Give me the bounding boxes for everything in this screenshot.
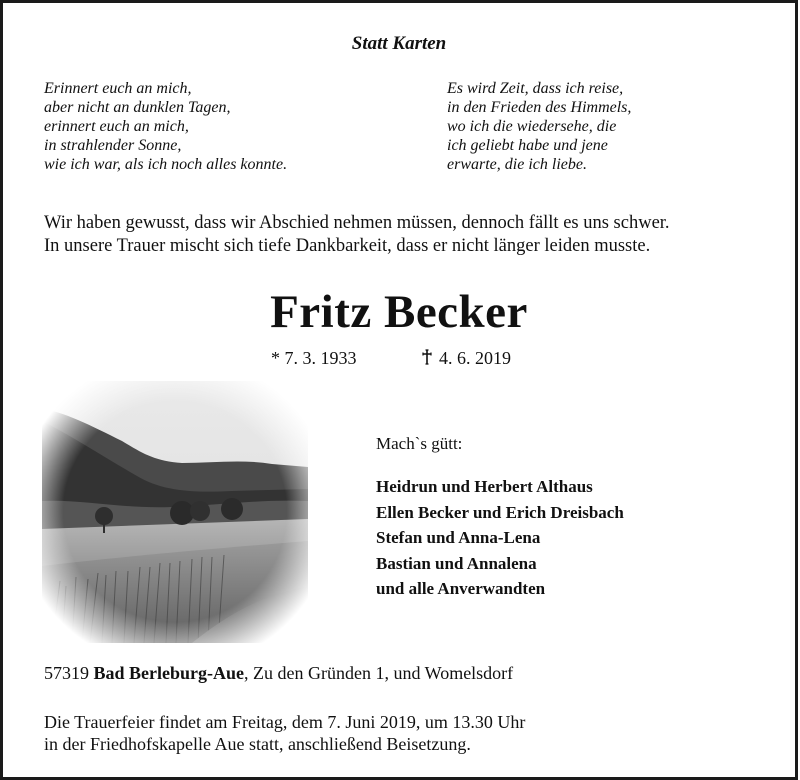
poem-left xyxy=(44,79,287,174)
mourner: Ellen Becker und Erich Dreisbach xyxy=(376,502,624,522)
landscape-photo xyxy=(42,381,308,643)
birth-date: * 7. 3. 1933 xyxy=(271,348,357,368)
address xyxy=(44,663,513,684)
poem-line: in den Frieden des Himmels, xyxy=(447,99,632,116)
mourners-list xyxy=(376,474,624,602)
cross-icon xyxy=(421,349,433,365)
death-date: 4. 6. 2019 xyxy=(439,348,511,368)
poem-line: aber nicht an dunklen Tagen, xyxy=(44,99,231,116)
postal-code: 57319 xyxy=(44,663,89,683)
poem-line: wie ich war, als ich noch alles konnte. xyxy=(44,156,288,173)
poem-line: Es wird Zeit, dass ich reise, xyxy=(447,80,624,97)
intro-line: In unsere Trauer mischt sich tiefe Dankbarkeit, dass er nicht länger leiden musste. xyxy=(44,236,651,256)
poem-line: ich geliebt habe und jene xyxy=(447,137,608,154)
town: Bad Berleburg-Aue xyxy=(93,663,244,683)
deceased-name: Fritz Becker xyxy=(270,286,528,338)
notice-heading: Statt Karten xyxy=(351,33,447,54)
service-info xyxy=(44,711,525,755)
service-line: Die Trauerfeier findet am Freitag, dem 7. Juni 2019, um 13.30 Uhr xyxy=(44,712,526,732)
mourner: Stefan und Anna-Lena xyxy=(376,528,541,547)
mourner: und alle Anverwandten xyxy=(376,579,546,598)
mourner: Heidrun und Herbert Althaus xyxy=(376,477,593,496)
intro-text xyxy=(44,212,670,258)
mourner: Bastian und Annalena xyxy=(376,553,537,573)
intro-line: Wir haben gewusst, dass wir Abschied nehmen müssen, dennoch fällt es uns schwer. xyxy=(44,213,670,233)
poem-line: Erinnert euch an mich, xyxy=(44,80,192,97)
service-line: in der Friedhofskapelle Aue statt, anschließend Beisetzung. xyxy=(44,734,471,754)
poem-line: in strahlender Sonne, xyxy=(44,137,182,154)
signoff: Mach`s gütt: xyxy=(376,434,463,453)
poem-right xyxy=(447,79,631,174)
poem-line: erwarte, die ich liebe. xyxy=(447,156,587,173)
address-rest: , Zu den Gründen 1, und Womelsdorf xyxy=(244,663,514,683)
poem-line: wo ich die wiedersehe, die xyxy=(447,118,617,135)
poem-line: erinnert euch an mich, xyxy=(44,118,189,135)
death-date-row xyxy=(421,348,511,369)
